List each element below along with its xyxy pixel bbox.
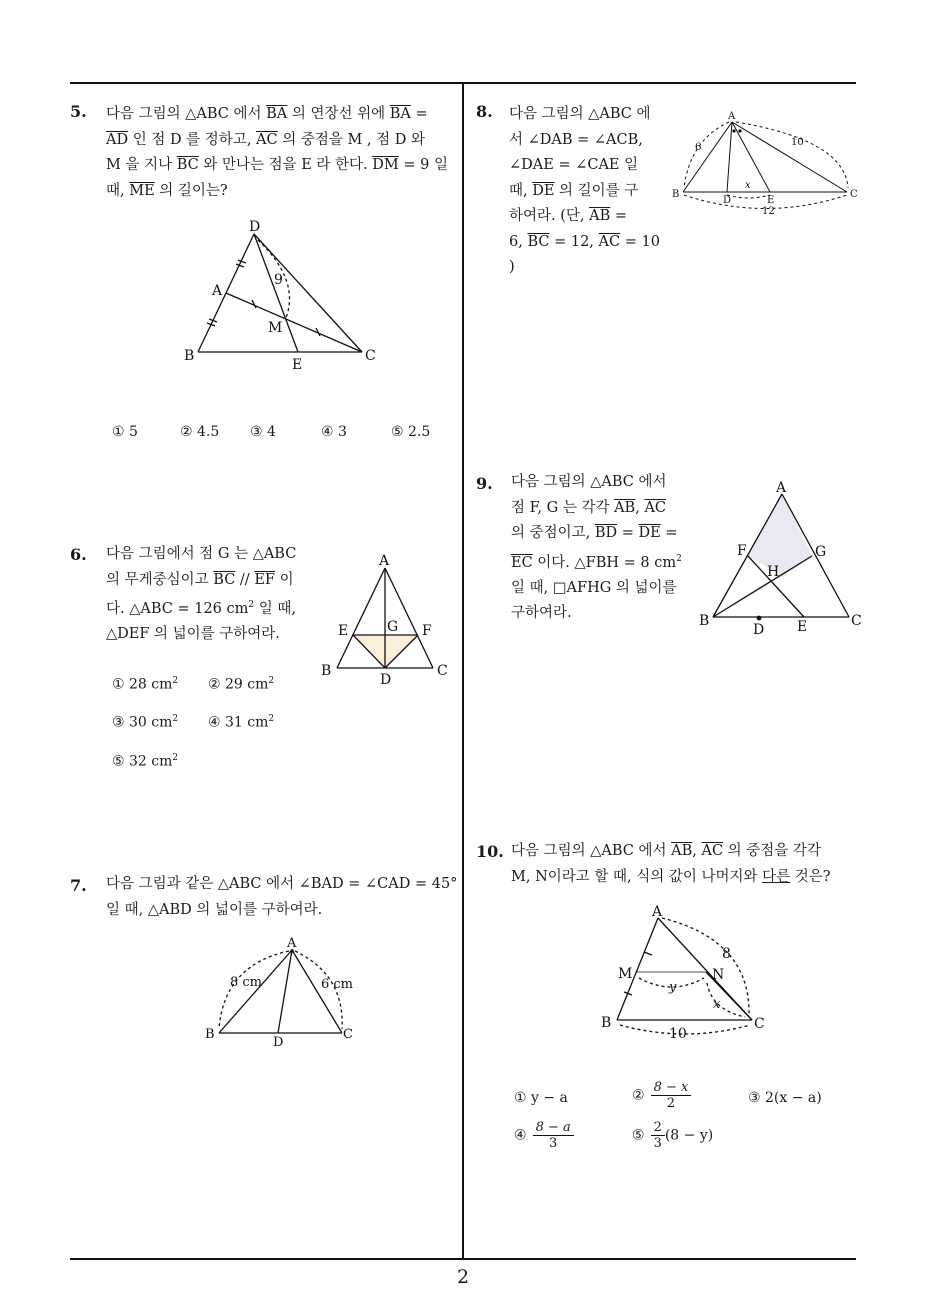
problem-7-figure xyxy=(200,930,370,1052)
p6-label-B: B xyxy=(321,663,332,679)
problem-7-number: 7. xyxy=(70,876,87,895)
p9-label-C: C xyxy=(851,613,862,629)
p10-label-N: N xyxy=(712,967,725,983)
problem-6-line-2: 의 무게중심이고 $\overline{BC} // \overline{EF}$ 이 xyxy=(106,571,294,588)
p5-label-D: D xyxy=(249,219,261,235)
p8-label-C: C xyxy=(850,189,858,200)
p9-label-D: D xyxy=(753,622,765,638)
problem-9-text xyxy=(511,470,689,627)
problem-6-figure xyxy=(316,545,456,688)
p7-label-B: B xyxy=(205,1027,215,1042)
column-divider xyxy=(462,83,464,1259)
p10-label-y: y xyxy=(669,980,677,995)
p7-label-C: C xyxy=(343,1027,353,1042)
p6-label-F: F xyxy=(422,623,432,639)
p6-choice-5[interactable]: ⑤ 32 $cm^2$ xyxy=(112,753,179,770)
problem-9-line-5: 일 때, □AFHG 의 넓이를 xyxy=(511,579,677,596)
problem-5-text xyxy=(106,102,456,204)
p5-label-A: A xyxy=(212,283,223,299)
p6-choice-3[interactable]: ③ 30 $cm^2$ xyxy=(112,714,179,731)
p9-label-A: A xyxy=(776,480,787,496)
p5-choice-5[interactable]: ⑤ 2.5 xyxy=(391,424,431,440)
problem-9-line-3: 의 중점이고, $\overline{BD} = \overline{DE}$ = xyxy=(511,525,678,541)
problem-8-number: 8. xyxy=(476,102,493,121)
problem-5-line-2: $\overline{AD}$ 인 점 D 를 정하고, $\overline{AC}$ 의 중점을 M , 점 D 와 xyxy=(106,131,426,148)
p10-choice-4[interactable]: ④ $\frac{8 - a}{3}$ xyxy=(514,1120,574,1151)
p10-label-C: C xyxy=(754,1016,765,1032)
p10-choice-2[interactable]: ② $\frac{8 - x}{2}$ xyxy=(632,1080,691,1111)
p8-label-10: 10 xyxy=(791,137,804,148)
problem-6-line-1: 다음 그림에서 점 G 는 △ABC xyxy=(106,546,297,562)
p8-label-B: B xyxy=(672,189,680,200)
p5-choice-3[interactable]: ③ 4 xyxy=(250,424,276,440)
p6-choice-4[interactable]: ④ 31 $cm^2$ xyxy=(208,714,275,731)
p10-choice-1[interactable]: ① y − a xyxy=(514,1090,568,1106)
p10-choice-3[interactable]: ③ 2(x − a) xyxy=(748,1090,822,1106)
problem-9-line-6: 구하여라. xyxy=(511,605,572,622)
p10-choice-5[interactable]: ⑤ $\frac{2}{3}$ (8 − y) xyxy=(632,1120,714,1151)
problem-7-line-2: 일 때, △ABD 의 넓이를 구하여라. xyxy=(106,901,323,918)
p7-label-D: D xyxy=(273,1035,284,1050)
problem-7-line-1: 다음 그림과 같은 △ABC 에서 ∠BAD = ∠CAD = 45° xyxy=(106,876,458,892)
p8-label-12: 12 xyxy=(762,206,775,217)
p9-label-F: F xyxy=(737,543,747,559)
problem-8-line-3: ∠DAE = ∠CAE 일 xyxy=(509,157,639,173)
problem-9-number: 9. xyxy=(476,474,493,493)
p8-label-D: D xyxy=(723,195,732,206)
problem-8-line-2: 서 ∠DAB = ∠ACB, xyxy=(509,131,643,148)
p8-label-x: x xyxy=(745,180,751,191)
p10-label-x: x xyxy=(713,997,721,1012)
p5-choice-4[interactable]: ④ 3 xyxy=(321,424,347,440)
p9-label-H: H xyxy=(767,564,780,580)
problem-10-text xyxy=(511,839,863,890)
problem-10-figure xyxy=(594,900,784,1050)
p5-choice-2[interactable]: ② 4.5 xyxy=(180,424,220,440)
p6-label-G: G xyxy=(387,619,399,635)
problem-8-line-4: 때, $\overline{DE}$ 의 길이를 구 xyxy=(509,182,639,199)
p6-choice-1[interactable]: ① 28 $cm^2$ xyxy=(112,676,179,693)
problem-5-figure xyxy=(170,210,390,380)
problem-8-line-5: 하여라. (단, $\overline{AB}$ = xyxy=(509,208,628,224)
p6-label-C: C xyxy=(437,663,448,679)
p5-label-M: M xyxy=(268,320,283,336)
p7-label-A: A xyxy=(287,936,297,951)
problem-5-number: 5. xyxy=(70,102,87,121)
p9-label-G: G xyxy=(815,544,827,560)
problem-10-number: 10. xyxy=(476,842,504,861)
problem-6-text xyxy=(106,542,316,648)
p6-label-A: A xyxy=(379,553,390,569)
problem-7-text xyxy=(106,872,458,923)
p9-label-B: B xyxy=(699,613,710,629)
problem-8-line-1: 다음 그림의 △ABC 에 xyxy=(509,106,651,122)
problem-9-figure xyxy=(694,474,864,640)
problem-6-number: 6. xyxy=(70,545,87,564)
p6-choice-2[interactable]: ② 29 $cm^2$ xyxy=(208,676,275,693)
p5-label-E: E xyxy=(292,357,303,373)
p5-label-9: 9 xyxy=(274,272,283,288)
problem-8-line-6: 6, $\overline{BC} = 12$, $\overline{AC} = 10$ ) xyxy=(509,233,660,275)
problem-10-line-1: 다음 그림의 △ABC 에서 $\overline{AB}$, $\overline{AC}$ 의 중점을 각각 xyxy=(511,843,821,859)
page-number: 2 xyxy=(456,1266,470,1288)
problem-8-text xyxy=(509,102,669,281)
p10-label-A: A xyxy=(652,904,663,920)
p5-choice-1[interactable]: ① 5 xyxy=(112,424,138,440)
problem-9-line-1: 다음 그림의 △ABC 에서 xyxy=(511,474,667,490)
p8-label-6: 6 xyxy=(695,142,702,153)
problem-5-line-4: 때, $\overline{ME}$ 의 길이는? xyxy=(106,182,228,199)
p10-label-M: M xyxy=(618,966,633,982)
problem-9-line-2: 점 F, G 는 각각 $\overline{AB}$, $\overline{AC}$ xyxy=(511,499,667,516)
p10-label-B: B xyxy=(601,1015,612,1031)
problem-5-line-3: M 을 지나 $\overline{BC}$ 와 만나는 점을 E 라 한다. $\overline{DM} = 9$ 일 xyxy=(106,157,448,173)
p6-label-E: E xyxy=(338,623,349,639)
problem-8-figure xyxy=(668,104,860,220)
problem-10-line-2: M, N이라고 할 때, 식의 값이 나머지와 다른 것은? xyxy=(511,868,831,885)
problem-6-line-4: △DEF 의 넓이를 구하여라. xyxy=(106,626,280,643)
p7-label-ac: 6 cm xyxy=(321,977,354,992)
p8-label-A: A xyxy=(728,111,736,122)
p10-label-10: 10 xyxy=(669,1026,687,1042)
problem-5-line-1: 다음 그림의 △ABC 에서 $\overline{BA}$ 의 연장선 위에 $\overline{BA}$ = xyxy=(106,106,428,122)
p5-label-C: C xyxy=(365,348,376,364)
bottom-rule xyxy=(70,1258,856,1260)
p7-label-ab: 8 cm xyxy=(230,975,263,990)
problem-6-line-3: 다. △ABC = 126 $cm^2$ 일 때, xyxy=(106,600,296,617)
p9-label-E: E xyxy=(797,619,808,635)
p6-label-D: D xyxy=(380,672,392,688)
p5-label-B: B xyxy=(184,348,195,364)
p10-label-8: 8 xyxy=(722,946,731,962)
p8-label-E: E xyxy=(767,195,775,206)
problem-9-line-4: $\overline{EC}$ 이다. △FBH = 8 $cm^2$ xyxy=(511,553,682,571)
